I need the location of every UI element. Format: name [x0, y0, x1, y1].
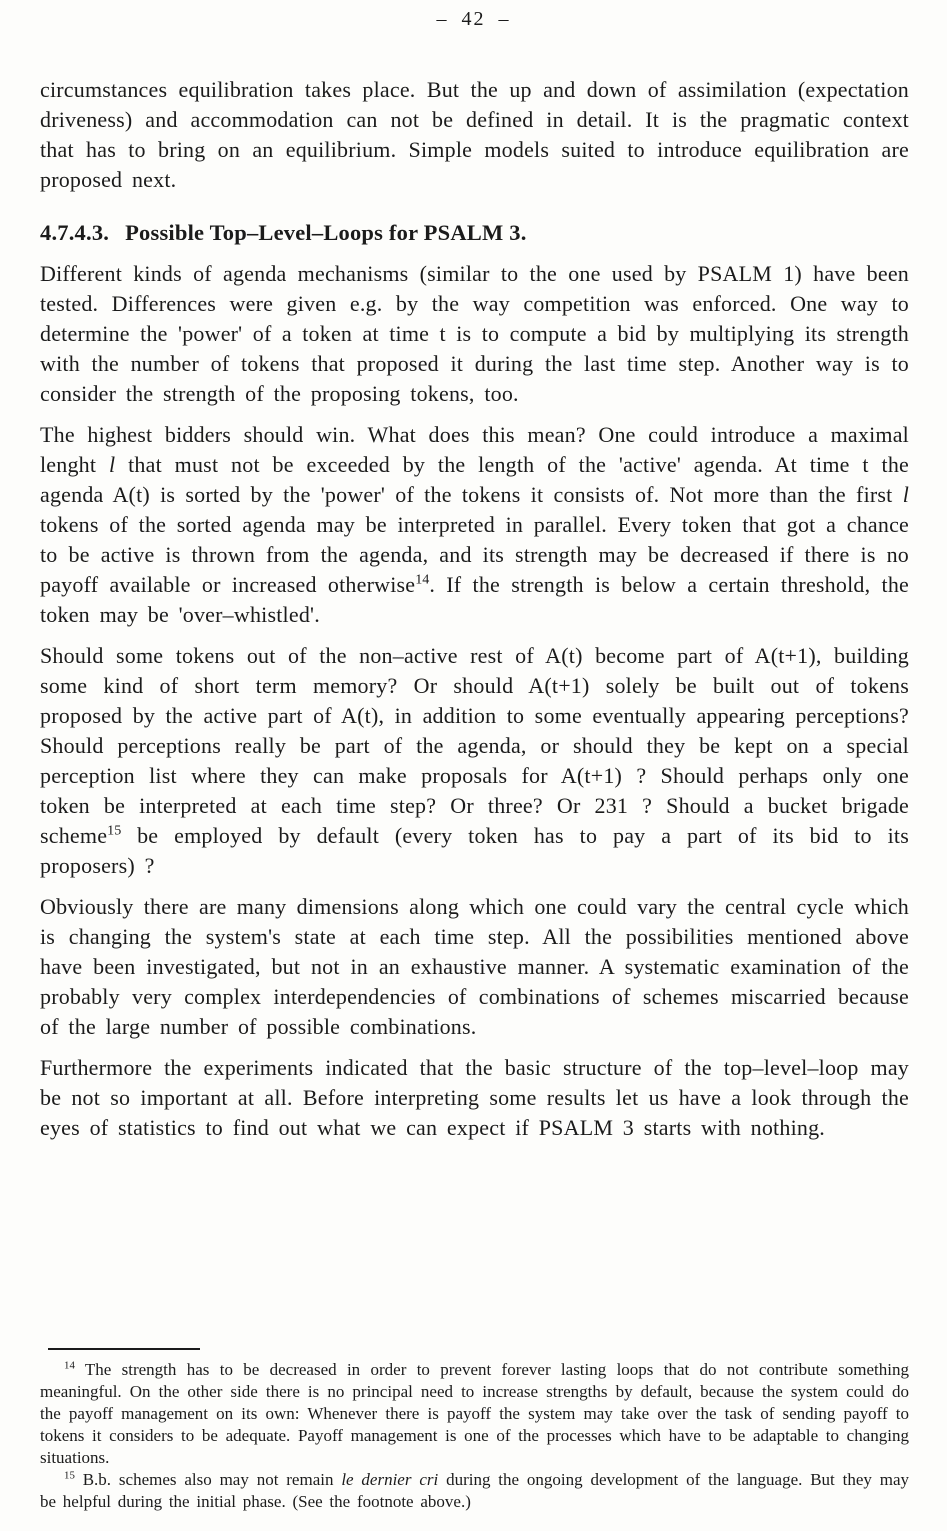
paragraph: The highest bidders should win. What does this mean? One could introduce a maximal lenght l that must not be exceeded by the length of the 'active' agenda. At time t the agenda A(t) is sorted by the 'power' of the tokens it consists of. Not more than the first l tokens of the sorted agenda may be interpreted in parallel. Every token that got a chance to be active is thrown from the agenda, and its strength may be decreased if there is no payoff available or increased otherwise$^{14}$. If the strength is below a certain threshold, the token may be 'over–whistled'.	[40, 422, 909, 627]
paragraph: Should some tokens out of the non–active rest of A(t) become part of A(t+1), building some kind of short term memory? Or should A(t+1) solely be built out of tokens proposed by the active part of A(t), in addition to some eventually appearing perceptions? Should perceptions really be part of the agenda, or should they be kept on a special perception list where they can make proposals for A(t+1) ? Should perhaps only one token be interpreted at each time step? Or three? Or 231 ? Should a bucket brigade scheme$^{15}$ be employed by default (every token has to pay a part of its bid to its proposers) ?	[40, 643, 909, 878]
footnote-separator-rule	[48, 1348, 200, 1350]
page-body	[0, 75, 947, 1143]
footnotes-section	[40, 1348, 909, 1513]
paragraph: Furthermore the experiments indicated that the basic structure of the top–level–loop may be not so important at all. Before interpreting some results let us have a look through the eyes of statistics to find out what we can expect if PSALM 3 starts with nothing.	[40, 1055, 909, 1140]
paragraph: Different kinds of agenda mechanisms (similar to the one used by PSALM 1) have been tested. Differences were given e.g. by the way competition was enforced. One way to determine the 'power' of a token at time t is to compute a bid by multiplying its strength with the number of tokens that proposed it during the last time step. Another way is to consider the strength of the proposing tokens, too.	[40, 261, 909, 406]
paragraph-intro: circumstances equilibration takes place. But the up and down of assimilation (expectation driveness) and accommodation can not be defined in detail. It is the pragmatic context that has to bring on an equilibrium. Simple models suited to introduce equilibration are proposed next.	[40, 77, 909, 192]
footnote: $^{15}$ B.b. schemes also may not remain le dernier cri during the ongoing development of the language. But they may be helpful during the initial phase. (See the footnote above.)	[40, 1469, 910, 1511]
footnote: $^{14}$ The strength has to be decreased in order to prevent forever lasting loops that do not contribute something meaningful. On the other side there is no principal need to increase strengths by default, because the system could do the payoff management on its own: Whenever there is payoff the system may take over the task of sending payoff to tokens it considers to be adequate. Payoff management is one of the processes which have to be adaptable to changing situations.	[40, 1359, 909, 1467]
section-number: 4.7.4.3.	[40, 220, 110, 245]
section-heading	[40, 219, 909, 247]
section-title: Possible Top–Level–Loops for PSALM 3.	[125, 220, 527, 245]
page-number: – 42 –	[436, 8, 511, 30]
paragraph: Obviously there are many dimensions along which one could vary the central cycle which is changing the system's state at each time step. All the possibilities mentioned above have been investigated, but not in an exhaustive manner. A systematic examination of the probably very complex interdependencies of combinations of schemes miscarried because of the large number of possible combinations.	[40, 894, 909, 1039]
